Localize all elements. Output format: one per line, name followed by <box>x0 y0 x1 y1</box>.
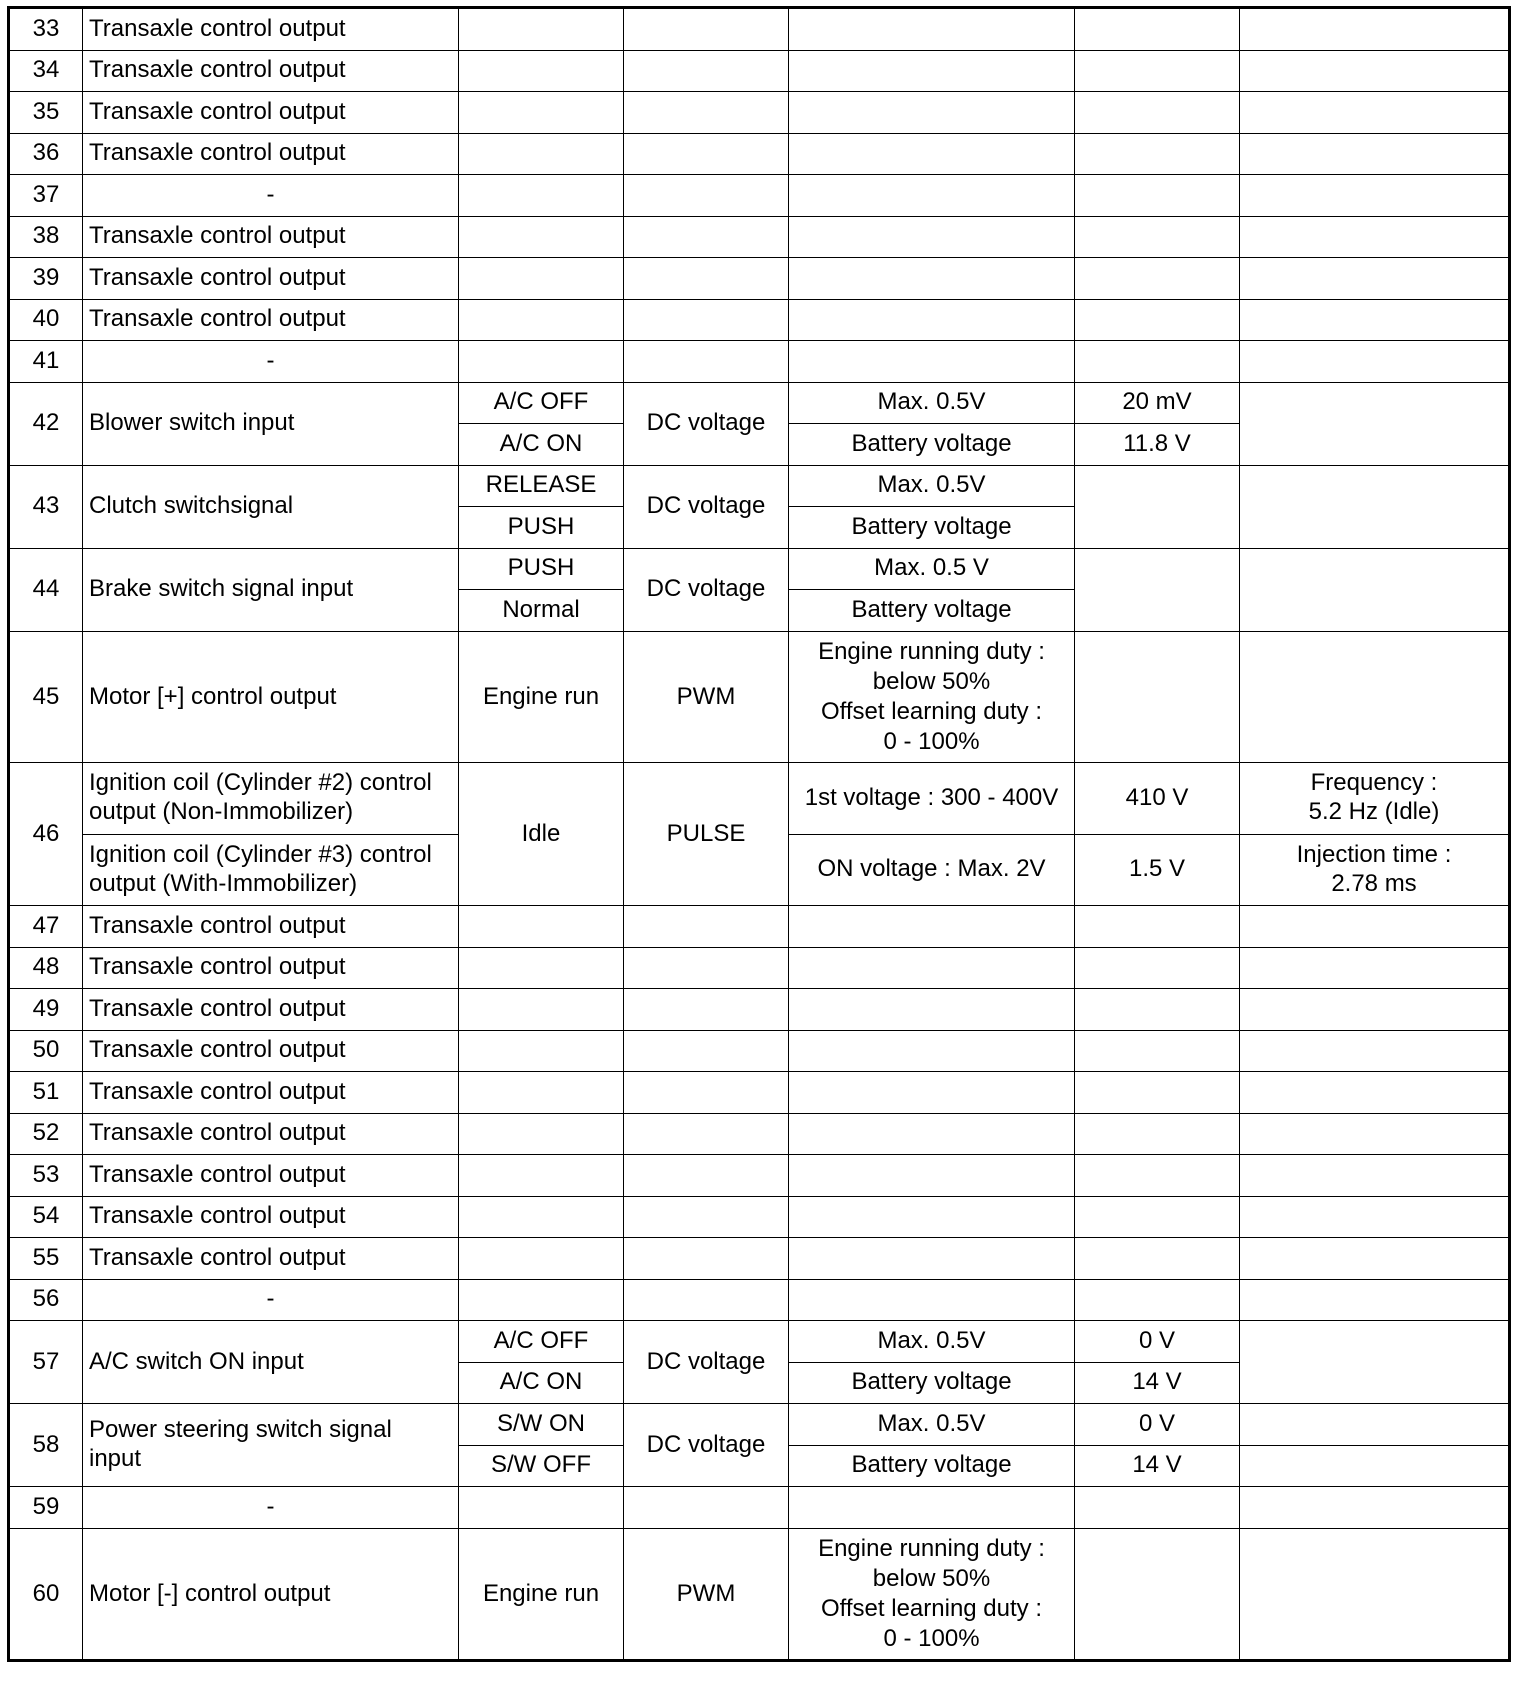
pin-description: Transaxle control output <box>83 989 459 1031</box>
spec-line: below 50% <box>872 667 991 695</box>
empty-cell <box>459 1072 624 1114</box>
measured-value: 14 V <box>1075 1362 1240 1404</box>
pin-description: - <box>83 1279 459 1321</box>
empty-cell <box>1075 1238 1240 1280</box>
inspection-condition: Engine run <box>459 1528 624 1661</box>
pin-number: 44 <box>9 548 83 631</box>
empty-cell <box>459 1238 624 1280</box>
empty-cell <box>789 258 1075 300</box>
signal-type: PULSE <box>624 763 789 906</box>
empty-cell <box>1240 1113 1510 1155</box>
signal-type: DC voltage <box>624 1404 789 1487</box>
empty-cell <box>624 1487 789 1529</box>
description-line: output (With-Immobilizer) <box>89 869 358 897</box>
empty-cell <box>789 1113 1075 1155</box>
specification: Battery voltage <box>789 1362 1075 1404</box>
inspection-condition: PUSH <box>459 548 624 590</box>
pin-number: 39 <box>9 258 83 300</box>
inspection-condition: RELEASE <box>459 465 624 507</box>
pin-description: - <box>83 175 459 217</box>
empty-cell <box>459 175 624 217</box>
empty-cell <box>624 299 789 341</box>
pin-number: 43 <box>9 465 83 548</box>
table-row <box>9 1196 1510 1238</box>
empty-cell <box>1240 299 1510 341</box>
empty-cell <box>1240 1155 1510 1197</box>
empty-cell <box>1075 216 1240 258</box>
inspection-condition: PUSH <box>459 507 624 549</box>
specification: Battery voltage <box>789 424 1075 466</box>
table-row <box>9 989 1510 1031</box>
signal-type: PWM <box>624 1528 789 1661</box>
empty-cell <box>624 92 789 134</box>
table-row <box>9 133 1510 175</box>
table-row <box>9 1030 1510 1072</box>
description-line: input <box>89 1445 142 1472</box>
spec-line: Engine running duty : <box>818 637 1045 665</box>
pin-number: 60 <box>9 1528 83 1661</box>
empty-cell <box>1240 258 1510 300</box>
table-row <box>9 906 1510 948</box>
table-row <box>9 216 1510 258</box>
pin-number: 52 <box>9 1113 83 1155</box>
specification: ON voltage : Max. 2V <box>789 834 1075 906</box>
empty-cell <box>1240 1445 1510 1487</box>
empty-cell <box>1075 906 1240 948</box>
table-row <box>9 1113 1510 1155</box>
pin-description: Transaxle control output <box>83 1238 459 1280</box>
inspection-condition: Idle <box>459 763 624 906</box>
inspection-condition: A/C OFF <box>459 382 624 424</box>
pin-description: - <box>83 341 459 383</box>
pin-number: 34 <box>9 50 83 92</box>
empty-cell <box>624 216 789 258</box>
empty-cell <box>1240 216 1510 258</box>
empty-cell <box>1075 631 1240 763</box>
empty-cell <box>789 1487 1075 1529</box>
table-row <box>9 1072 1510 1114</box>
empty-cell <box>1075 947 1240 989</box>
empty-cell <box>1075 1072 1240 1114</box>
description-line: Ignition coil (Cylinder #2) control <box>89 769 432 797</box>
specification: Max. 0.5 V <box>789 548 1075 590</box>
pin-number: 41 <box>9 341 83 383</box>
empty-cell <box>1240 1279 1510 1321</box>
empty-cell <box>459 947 624 989</box>
table-row <box>9 1528 1510 1661</box>
pin-description: Transaxle control output <box>83 299 459 341</box>
table-row <box>9 258 1510 300</box>
specification <box>789 1528 1075 1661</box>
empty-cell <box>1075 50 1240 92</box>
empty-cell <box>624 258 789 300</box>
pin-description: Transaxle control output <box>83 1030 459 1072</box>
table-row <box>9 465 1510 507</box>
pin-number: 50 <box>9 1030 83 1072</box>
inspection-condition: S/W OFF <box>459 1445 624 1487</box>
remark-line: 5.2 Hz (Idle) <box>1308 798 1440 826</box>
empty-cell <box>789 1155 1075 1197</box>
pin-description: Blower switch input <box>83 382 459 465</box>
pin-description: Transaxle control output <box>83 258 459 300</box>
empty-cell <box>459 989 624 1031</box>
empty-cell <box>459 1279 624 1321</box>
empty-cell <box>789 947 1075 989</box>
inspection-condition: Engine run <box>459 631 624 763</box>
pin-description: Brake switch signal input <box>83 548 459 631</box>
signal-type: DC voltage <box>624 465 789 548</box>
table-row <box>9 8 1510 51</box>
empty-cell <box>1240 1404 1510 1446</box>
spec-line: below 50% <box>872 1564 991 1592</box>
empty-cell <box>1075 548 1240 631</box>
table-row <box>9 1279 1510 1321</box>
empty-cell <box>1240 8 1510 51</box>
empty-cell <box>1075 1030 1240 1072</box>
table-row <box>9 1238 1510 1280</box>
empty-cell <box>624 947 789 989</box>
measured-value: 11.8 V <box>1075 424 1240 466</box>
pin-description <box>83 834 459 906</box>
empty-cell <box>1075 299 1240 341</box>
empty-cell <box>1240 631 1510 763</box>
description-line: output (Non-Immobilizer) <box>89 798 354 826</box>
specification <box>789 631 1075 763</box>
empty-cell <box>1075 465 1240 548</box>
table-row <box>9 1155 1510 1197</box>
signal-type: DC voltage <box>624 1321 789 1404</box>
pin-description: A/C switch ON input <box>83 1321 459 1404</box>
empty-cell <box>459 299 624 341</box>
pin-description: Motor [+] control output <box>83 631 459 763</box>
empty-cell <box>1075 133 1240 175</box>
pin-description: Transaxle control output <box>83 133 459 175</box>
empty-cell <box>624 906 789 948</box>
table-row <box>9 1487 1510 1529</box>
pin-description: Transaxle control output <box>83 8 459 51</box>
pin-number: 45 <box>9 631 83 763</box>
pin-description: Transaxle control output <box>83 1196 459 1238</box>
specification: Max. 0.5V <box>789 1404 1075 1446</box>
remark-line: 2.78 ms <box>1331 869 1417 897</box>
empty-cell <box>1240 341 1510 383</box>
pin-number: 49 <box>9 989 83 1031</box>
empty-cell <box>624 1113 789 1155</box>
empty-cell <box>459 216 624 258</box>
empty-cell <box>1075 1487 1240 1529</box>
measured-value: 410 V <box>1075 763 1240 835</box>
pin-number: 55 <box>9 1238 83 1280</box>
empty-cell <box>624 1279 789 1321</box>
description-line: Power steering switch signal <box>89 1416 392 1444</box>
pin-number: 42 <box>9 382 83 465</box>
measured-value: 14 V <box>1075 1445 1240 1487</box>
table-row <box>9 1321 1510 1363</box>
pin-number: 46 <box>9 763 83 906</box>
pin-description: Transaxle control output <box>83 216 459 258</box>
inspection-condition: Normal <box>459 590 624 632</box>
measured-value: 0 V <box>1075 1321 1240 1363</box>
empty-cell <box>624 989 789 1031</box>
empty-cell <box>1240 1030 1510 1072</box>
empty-cell <box>459 906 624 948</box>
spec-line: 0 - 100% <box>883 727 980 755</box>
pin-number: 38 <box>9 216 83 258</box>
pin-description <box>83 1404 459 1487</box>
empty-cell <box>1075 341 1240 383</box>
empty-cell <box>1075 92 1240 134</box>
empty-cell <box>1075 1113 1240 1155</box>
specification: Battery voltage <box>789 507 1075 549</box>
specification: Max. 0.5V <box>789 465 1075 507</box>
empty-cell <box>624 50 789 92</box>
pin-number: 36 <box>9 133 83 175</box>
pin-description: Transaxle control output <box>83 1113 459 1155</box>
empty-cell <box>789 133 1075 175</box>
empty-cell <box>789 1238 1075 1280</box>
empty-cell <box>624 133 789 175</box>
table-row <box>9 341 1510 383</box>
pin-number: 37 <box>9 175 83 217</box>
empty-cell <box>459 1487 624 1529</box>
pin-description: Transaxle control output <box>83 92 459 134</box>
signal-type: DC voltage <box>624 382 789 465</box>
pin-description: Transaxle control output <box>83 1155 459 1197</box>
empty-cell <box>459 8 624 51</box>
table-row <box>9 50 1510 92</box>
pin-number: 35 <box>9 92 83 134</box>
spec-line: Engine running duty : <box>818 1534 1045 1562</box>
empty-cell <box>789 1196 1075 1238</box>
remark <box>1240 763 1510 835</box>
empty-cell <box>789 989 1075 1031</box>
empty-cell <box>459 1196 624 1238</box>
specification: 1st voltage : 300 - 400V <box>789 763 1075 835</box>
empty-cell <box>1075 1528 1240 1661</box>
pin-number: 40 <box>9 299 83 341</box>
empty-cell <box>1240 133 1510 175</box>
pin-description <box>83 763 459 835</box>
pin-description: Transaxle control output <box>83 50 459 92</box>
empty-cell <box>1240 1238 1510 1280</box>
pin-number: 54 <box>9 1196 83 1238</box>
empty-cell <box>789 341 1075 383</box>
empty-cell <box>1075 8 1240 51</box>
pin-number: 56 <box>9 1279 83 1321</box>
pin-description: Transaxle control output <box>83 947 459 989</box>
inspection-condition: S/W ON <box>459 1404 624 1446</box>
pin-description: Transaxle control output <box>83 1072 459 1114</box>
empty-cell <box>1240 548 1510 631</box>
empty-cell <box>789 299 1075 341</box>
empty-cell <box>459 258 624 300</box>
pin-description: Clutch switchsignal <box>83 465 459 548</box>
pin-number: 58 <box>9 1404 83 1487</box>
empty-cell <box>1075 258 1240 300</box>
empty-cell <box>624 8 789 51</box>
empty-cell <box>1240 1072 1510 1114</box>
empty-cell <box>1240 906 1510 948</box>
empty-cell <box>1075 1196 1240 1238</box>
empty-cell <box>624 341 789 383</box>
inspection-condition: A/C OFF <box>459 1321 624 1363</box>
empty-cell <box>1240 947 1510 989</box>
empty-cell <box>459 92 624 134</box>
signal-type: PWM <box>624 631 789 763</box>
empty-cell <box>789 8 1075 51</box>
pin-number: 33 <box>9 8 83 51</box>
empty-cell <box>624 175 789 217</box>
specification: Max. 0.5V <box>789 382 1075 424</box>
empty-cell <box>1240 989 1510 1031</box>
table-row <box>9 947 1510 989</box>
empty-cell <box>1240 1528 1510 1661</box>
empty-cell <box>789 175 1075 217</box>
empty-cell <box>789 92 1075 134</box>
remark-line: Frequency : <box>1310 769 1438 797</box>
empty-cell <box>624 1155 789 1197</box>
empty-cell <box>459 50 624 92</box>
table-row <box>9 92 1510 134</box>
measured-value: 20 mV <box>1075 382 1240 424</box>
empty-cell <box>789 216 1075 258</box>
specification: Battery voltage <box>789 590 1075 632</box>
table-row <box>9 1404 1510 1446</box>
empty-cell <box>1240 50 1510 92</box>
table-row <box>9 175 1510 217</box>
empty-cell <box>1240 92 1510 134</box>
description-line: Ignition coil (Cylinder #3) control <box>89 840 432 868</box>
empty-cell <box>789 1072 1075 1114</box>
empty-cell <box>1240 1321 1510 1404</box>
signal-type: DC voltage <box>624 548 789 631</box>
empty-cell <box>1240 465 1510 548</box>
table-row <box>9 548 1510 590</box>
pin-number: 51 <box>9 1072 83 1114</box>
empty-cell <box>459 341 624 383</box>
empty-cell <box>1240 1487 1510 1529</box>
empty-cell <box>624 1196 789 1238</box>
pin-description: Motor [-] control output <box>83 1528 459 1661</box>
empty-cell <box>459 1113 624 1155</box>
empty-cell <box>1075 989 1240 1031</box>
inspection-condition: A/C ON <box>459 424 624 466</box>
spec-line: Offset learning duty : <box>820 1594 1042 1622</box>
pin-number: 53 <box>9 1155 83 1197</box>
empty-cell <box>789 1279 1075 1321</box>
spec-line: Offset learning duty : <box>820 697 1042 725</box>
spec-line: 0 - 100% <box>883 1624 980 1652</box>
table-row <box>9 763 1510 835</box>
table-row <box>9 299 1510 341</box>
specification: Battery voltage <box>789 1445 1075 1487</box>
specification: Max. 0.5V <box>789 1321 1075 1363</box>
pin-description: - <box>83 1487 459 1529</box>
measured-value: 0 V <box>1075 1404 1240 1446</box>
empty-cell <box>789 1030 1075 1072</box>
pin-description: Transaxle control output <box>83 906 459 948</box>
measured-value: 1.5 V <box>1075 834 1240 906</box>
table-row <box>9 631 1510 763</box>
empty-cell <box>459 1030 624 1072</box>
remark-line: Injection time : <box>1296 840 1452 868</box>
pin-number: 57 <box>9 1321 83 1404</box>
empty-cell <box>789 906 1075 948</box>
pin-number: 48 <box>9 947 83 989</box>
empty-cell <box>624 1238 789 1280</box>
empty-cell <box>1240 382 1510 465</box>
inspection-condition: A/C ON <box>459 1362 624 1404</box>
pin-number: 47 <box>9 906 83 948</box>
remark <box>1240 834 1510 906</box>
empty-cell <box>459 133 624 175</box>
table-row <box>9 382 1510 424</box>
empty-cell <box>459 1155 624 1197</box>
empty-cell <box>1240 1196 1510 1238</box>
empty-cell <box>1075 1279 1240 1321</box>
empty-cell <box>789 50 1075 92</box>
empty-cell <box>624 1030 789 1072</box>
pin-table <box>7 6 1511 1662</box>
empty-cell <box>624 1072 789 1114</box>
empty-cell <box>1075 1155 1240 1197</box>
pin-number: 59 <box>9 1487 83 1529</box>
empty-cell <box>1075 175 1240 217</box>
empty-cell <box>1240 175 1510 217</box>
